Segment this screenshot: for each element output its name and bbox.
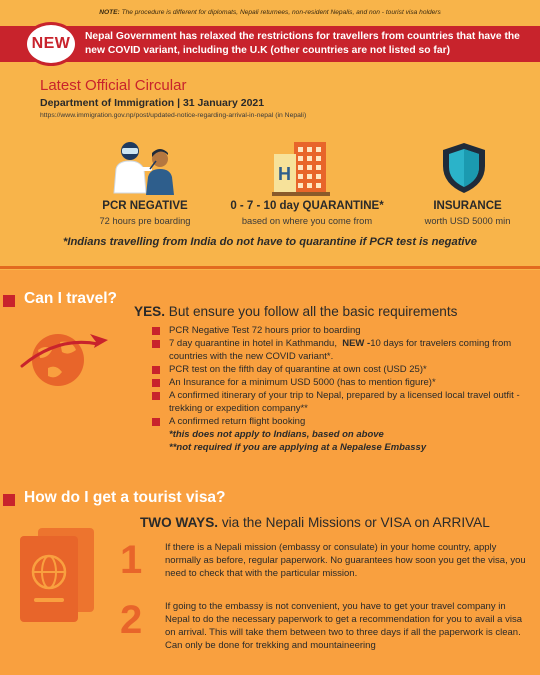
insurance-subtitle: worth USD 5000 min	[424, 216, 511, 226]
way-number-1: 1	[120, 538, 143, 582]
passport-icon	[16, 524, 96, 624]
list-item: PCR Negative Test 72 hours prior to boarding	[152, 324, 532, 337]
yes-rest: But ensure you follow all the basic requirements	[164, 304, 458, 319]
list-item: A confirmed return flight booking	[152, 415, 532, 428]
pcr-subtitle: 72 hours pre boarding	[99, 216, 191, 226]
visa-bullet-icon	[3, 494, 15, 506]
new-badge	[24, 22, 78, 66]
circular-link[interactable]: https://www.immigration.gov.np/post/updated-notice-regarding-arrival-in-nepal (in Nepali)	[40, 112, 307, 119]
way-2-text: If going to the embassy is not convenient, you have to get your travel company in Nepal to do the necessary paperwork to get a recommendation for you to avail a visa on arrival. This will take them between two to three days if all the paperwork is clean. Can only be done for trekking and mountaineering	[165, 601, 522, 651]
yes-label: YES.	[134, 304, 165, 319]
indian-exception-note: *this does not apply to Indians, based on above	[169, 429, 384, 440]
visa-section-title: How do I get a tourist visa?	[24, 489, 226, 506]
globe-plane-icon	[18, 322, 110, 392]
two-ways-line	[140, 515, 490, 530]
new-badge-label: NEW	[31, 35, 71, 52]
new-rest: 10 days for travelers coming from countries with the new COVID variant*.	[169, 338, 512, 362]
indian-travellers-note: *Indians travelling from India do not have to quarantine if PCR test is negative	[62, 236, 477, 248]
circular-title: Latest Official Circular	[40, 77, 187, 94]
section-divider	[0, 266, 540, 269]
shield-icon	[441, 142, 487, 194]
banner-text: Nepal Government has relaxed the restrictions for travellers from countries that have the new COVID variant, including the U.K (other countries are not listed so far)	[85, 31, 520, 56]
procedure-note	[0, 9, 540, 16]
travel-bullet-icon	[3, 295, 15, 307]
way-1-text: If there is a Nepali mission (embassy or consulate) in your home country, apply normally as before, regular paperwork. No guarantees how soon you get the visa, you need to check that with the particular mission.	[165, 542, 526, 579]
embassy-exception-note: **not required if you are applying at a Nepalese Embassy	[169, 442, 427, 453]
list-item: 7 day quarantine in hotel in Kathmandu, NEW -10 days for travelers coming from countries with the new COVID variant*.	[152, 337, 532, 363]
list-item: An Insurance for a minimum USD 5000 (has to mention figure)*	[152, 376, 532, 389]
hotel-icon	[272, 140, 330, 196]
note-text: The procedure is different for diplomats, Nepali returnees, non-resident Nepalis, and non - tourist visa holders	[121, 9, 441, 16]
pcr-test-icon	[108, 137, 180, 195]
list-item: PCR test on the fifth day of quarantine at own cost (USD 25)*	[152, 363, 532, 376]
list-item: A confirmed itinerary of your trip to Nepal, prepared by a licensed local travel outfit - trekking or expedition company**	[152, 389, 532, 415]
note-label: NOTE:	[99, 9, 120, 16]
svg-text:H: H	[278, 164, 291, 184]
travel-section-title: Can I travel?	[24, 290, 118, 307]
quarantine-title: 0 - 7 - 10 day QUARANTINE*	[230, 200, 384, 212]
pcr-title: PCR NEGATIVE	[102, 200, 188, 212]
two-ways-rest: via the Nepali Missions or VISA on ARRIVAL	[218, 515, 490, 530]
requirements-list	[152, 324, 532, 454]
travel-yes-line	[134, 304, 457, 319]
insurance-title: INSURANCE	[433, 200, 502, 212]
new-label: NEW -	[342, 338, 371, 349]
two-ways-label: TWO WAYS.	[140, 515, 219, 530]
quarantine-subtitle: based on where you come from	[241, 216, 373, 226]
department-line: Department of Immigration | 31 January 2021	[40, 97, 265, 109]
way-number-2: 2	[120, 598, 143, 642]
